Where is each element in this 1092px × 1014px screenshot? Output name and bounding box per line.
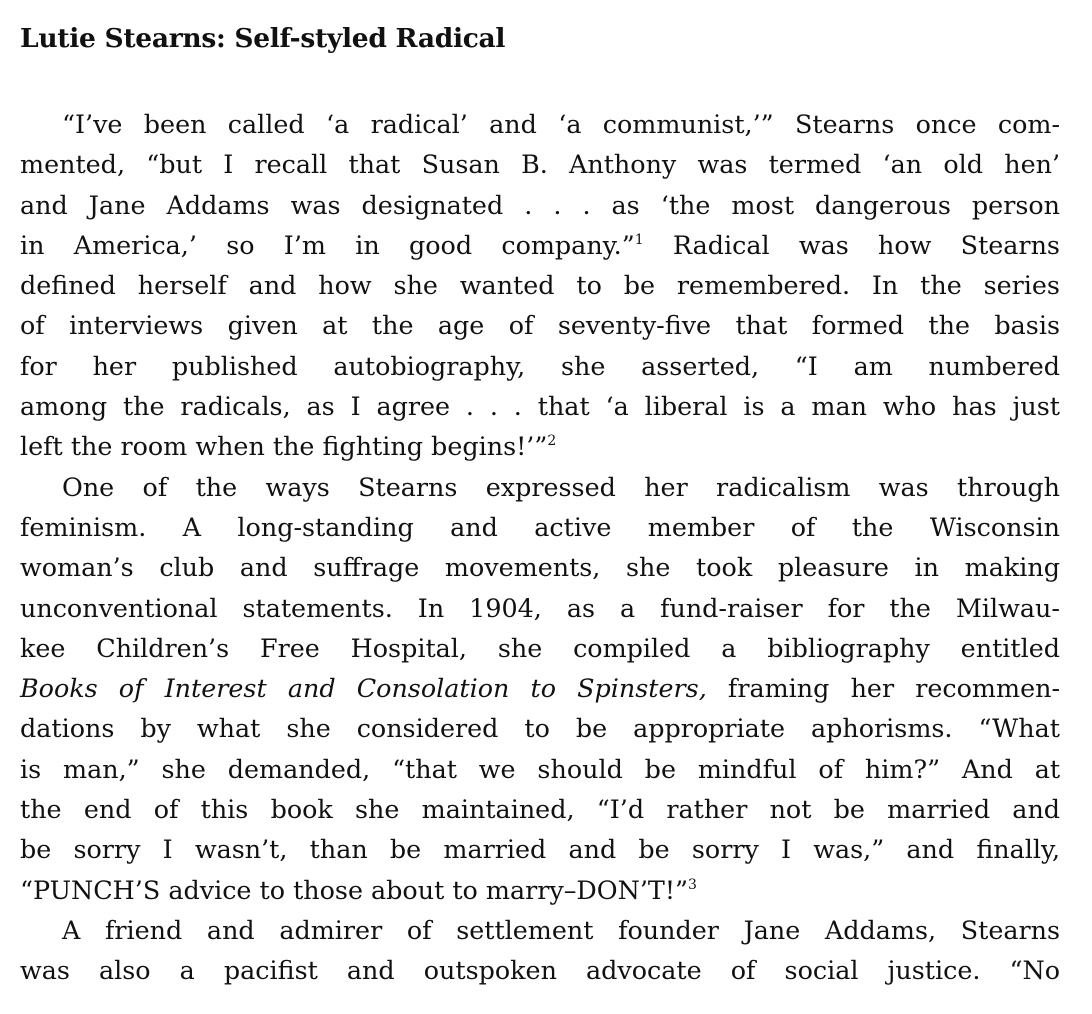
text-line: is man,” she demanded, “that we should be mindful of him?” And at	[20, 753, 1061, 784]
text-line: A friend and admirer of settlement founder Jane Addams, Stearns	[62, 914, 1061, 945]
footnote-marker-2: 2	[547, 433, 557, 450]
text-line: Books of Interest and Consolation to Spinsters, framing her recommen-	[20, 673, 1061, 704]
footnote-marker-3: 3	[688, 876, 697, 893]
text-line: and Jane Addams was designated . . . as ‘the most dangerous person	[20, 189, 1061, 220]
section-heading: Lutie Stearns: Self-styled Radical	[20, 23, 506, 54]
text-line: kee Children’s Free Hospital, she compiled a bibliography entitled	[20, 632, 1060, 663]
text-line: One of the ways Stearns expressed her radicalism was through	[62, 471, 1060, 502]
body-text	[20, 104, 1060, 991]
text-line: mented, “but I recall that Susan B. Anthony was termed ‘an old hen’	[20, 149, 1061, 180]
text-line: “I’ve been called ‘a radical’ and ‘a communist,’” Stearns once com-	[62, 109, 1061, 139]
text-line: “PUNCH’S advice to those about to marry–DON’T!”$^3$	[20, 874, 697, 905]
text-line: in America,’ so I’m in good company.”$^1$ Radical was how Stearns	[20, 229, 1060, 260]
text-line: be sorry I wasn’t, than be married and be sorry I was,” and finally,	[20, 834, 1061, 865]
paragraph-3	[20, 910, 1060, 991]
paragraph-1	[20, 104, 1060, 467]
text-line: defined herself and how she wanted to be remembered. In the series	[20, 270, 1060, 301]
text-line: among the radicals, as I agree . . . that ‘a liberal is a man who has just	[20, 391, 1060, 422]
text-line: left the room when the fighting begins!’”$^2$	[20, 431, 557, 462]
text-line: woman’s club and suffrage movements, she took pleasure in making	[20, 552, 1060, 583]
text-line: dations by what she considered to be appropriate aphorisms. “What	[20, 713, 1060, 744]
text-line: unconventional statements. In 1904, as a fund-raiser for the Milwau-	[20, 592, 1060, 623]
book-title: Books of Interest and Consolation to Spinsters,	[20, 673, 707, 704]
text-line: for her published autobiography, she asserted, “I am numbered	[20, 350, 1061, 381]
footnote-marker-1: 1	[634, 231, 644, 248]
text-line: the end of this book she maintained, “I’d rather not be married and	[20, 794, 1061, 825]
text-line: of interviews given at the age of seventy-five that formed the basis	[20, 310, 1060, 341]
document-page	[20, 18, 1060, 991]
text-line: feminism. A long-standing and active member of the Wisconsin	[20, 511, 1061, 542]
text-line: was also a pacifist and outspoken advocate of social justice. “No	[20, 955, 1061, 986]
paragraph-2	[20, 467, 1060, 910]
